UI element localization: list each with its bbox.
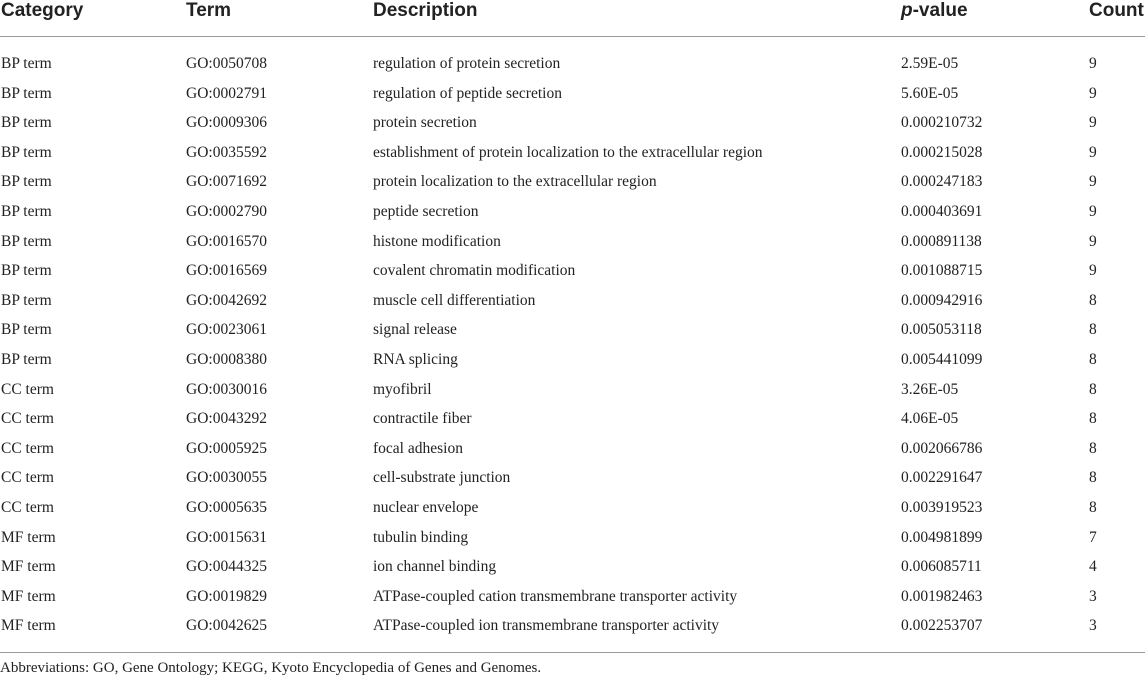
cell-pvalue: 4.06E-05 [901, 410, 959, 428]
table-row [0, 611, 1145, 641]
cell-category: BP term [1, 202, 52, 220]
table-row [0, 345, 1145, 375]
cell-count: 8 [1089, 380, 1097, 398]
cell-category: BP term [1, 350, 52, 368]
table-row [0, 197, 1145, 227]
cell-description: signal release [373, 321, 457, 339]
table-row [0, 256, 1145, 286]
cell-count: 8 [1089, 410, 1097, 428]
cell-pvalue: 0.002066786 [901, 439, 983, 457]
cell-category: CC term [1, 380, 54, 398]
cell-category: BP term [1, 84, 52, 102]
cell-pvalue: 0.000210732 [901, 114, 983, 132]
cell-count: 7 [1089, 528, 1097, 546]
table-row [0, 227, 1145, 257]
cell-count: 9 [1089, 114, 1097, 132]
cell-category: CC term [1, 439, 54, 457]
cell-description: covalent chromatin modification [373, 262, 576, 280]
cell-category: BP term [1, 232, 52, 250]
cell-category: BP term [1, 143, 52, 161]
cell-description: focal adhesion [373, 439, 463, 457]
cell-description: protein localization to the extracellular region [373, 173, 657, 191]
cell-count: 8 [1089, 498, 1097, 516]
cell-category: CC term [1, 410, 54, 428]
header-pvalue [901, 0, 968, 22]
cell-category: CC term [1, 469, 54, 487]
cell-description: nuclear envelope [373, 498, 479, 516]
cell-term: GO:0016570 [186, 232, 267, 250]
cell-description: histone modification [373, 232, 501, 250]
cell-count: 8 [1089, 321, 1097, 339]
table-row [0, 463, 1145, 493]
cell-description: myofibril [373, 380, 432, 398]
cell-description: establishment of protein localization to the extracellular region [373, 143, 763, 161]
cell-category: MF term [1, 587, 56, 605]
cell-category: BP term [1, 114, 52, 132]
cell-count: 9 [1089, 55, 1097, 72]
cell-term: GO:0015631 [186, 528, 267, 546]
cell-category: MF term [1, 558, 56, 576]
cell-count: 9 [1089, 262, 1097, 280]
cell-pvalue: 0.001982463 [901, 587, 983, 605]
cell-category: BP term [1, 262, 52, 280]
cell-pvalue: 0.006085711 [901, 558, 982, 576]
table-row [0, 167, 1145, 197]
cell-pvalue: 0.000247183 [901, 173, 983, 191]
cell-description: regulation of protein secretion [373, 55, 561, 72]
cell-description: tubulin binding [373, 528, 469, 546]
header-category: Category [1, 0, 84, 21]
cell-term: GO:0042625 [186, 617, 267, 635]
cell-category: BP term [1, 291, 52, 309]
cell-term: GO:0023061 [186, 321, 267, 339]
table-row [0, 49, 1145, 79]
cell-pvalue: 0.003919523 [901, 498, 983, 516]
cell-category: MF term [1, 617, 56, 635]
cell-count: 4 [1089, 558, 1097, 576]
cell-description: muscle cell differentiation [373, 291, 536, 309]
table-header [0, 0, 1145, 36]
cell-count: 8 [1089, 291, 1097, 309]
cell-category: BP term [1, 321, 52, 339]
cell-term: GO:0050708 [186, 55, 267, 72]
cell-term: GO:0030016 [186, 380, 267, 398]
cell-pvalue: 0.001088715 [901, 262, 983, 280]
cell-pvalue: 0.000891138 [901, 232, 982, 250]
cell-pvalue: 0.004981899 [901, 528, 983, 546]
cell-count: 8 [1089, 350, 1097, 368]
cell-category: CC term [1, 498, 54, 516]
cell-description: ion channel binding [373, 558, 497, 576]
cell-pvalue: 2.59E-05 [901, 55, 959, 72]
cell-category: BP term [1, 55, 52, 72]
cell-count: 9 [1089, 202, 1097, 220]
cell-term: GO:0005925 [186, 439, 267, 457]
cell-count: 9 [1089, 173, 1097, 191]
cell-term: GO:0071692 [186, 173, 267, 191]
table-row [0, 404, 1145, 434]
cell-term: GO:0019829 [186, 587, 267, 605]
cell-term: GO:0016569 [186, 262, 267, 280]
table-row [0, 375, 1145, 405]
cell-count: 8 [1089, 469, 1097, 487]
table-body [0, 49, 1145, 641]
cell-count: 8 [1089, 439, 1097, 457]
cell-term: GO:0002790 [186, 202, 267, 220]
table-footnote: Abbreviations: GO, Gene Ontology; KEGG, Kyoto Encyclopedia of Genes and Genomes. [0, 660, 542, 676]
table-row [0, 493, 1145, 523]
cell-pvalue: 5.60E-05 [901, 84, 959, 102]
cell-count: 3 [1089, 587, 1097, 605]
cell-pvalue: 0.000403691 [901, 202, 983, 220]
header-count: Count [1089, 0, 1144, 21]
cell-category: BP term [1, 173, 52, 191]
cell-term: GO:0005635 [186, 498, 267, 516]
table-row [0, 315, 1145, 345]
cell-count: 9 [1089, 232, 1097, 250]
header-term: Term [186, 0, 232, 21]
cell-pvalue: 0.000215028 [901, 143, 983, 161]
table-row [0, 552, 1145, 582]
cell-description: ATPase-coupled cation transmembrane transporter activity [373, 587, 738, 605]
cell-term: GO:0008380 [186, 350, 267, 368]
cell-term: GO:0042692 [186, 291, 267, 309]
cell-description: cell-substrate junction [373, 469, 511, 487]
header-description: Description [373, 0, 478, 21]
table-row [0, 138, 1145, 168]
cell-pvalue: 3.26E-05 [901, 380, 959, 398]
cell-term: GO:0009306 [186, 114, 267, 132]
cell-pvalue: 0.002291647 [901, 469, 983, 487]
cell-description: peptide secretion [373, 202, 479, 220]
cell-pvalue: 0.000942916 [901, 291, 983, 309]
cell-description: regulation of peptide secretion [373, 84, 562, 102]
cell-count: 3 [1089, 617, 1097, 635]
header-pvalue-rest: -value [912, 0, 968, 21]
table-row [0, 108, 1145, 138]
cell-count: 9 [1089, 143, 1097, 161]
cell-description: ATPase-coupled ion transmembrane transporter activity [373, 617, 720, 635]
header-pvalue-italic: p [901, 0, 913, 21]
cell-category: MF term [1, 528, 56, 546]
table-row [0, 286, 1145, 316]
cell-count: 9 [1089, 84, 1097, 102]
cell-term: GO:0043292 [186, 410, 267, 428]
bottom-rule [0, 652, 1145, 653]
cell-pvalue: 0.005053118 [901, 321, 982, 339]
cell-term: GO:0030055 [186, 469, 267, 487]
table-row [0, 523, 1145, 553]
cell-description: RNA splicing [373, 350, 458, 368]
table-row [0, 79, 1145, 109]
cell-term: GO:0044325 [186, 558, 267, 576]
cell-description: contractile fiber [373, 410, 472, 428]
cell-term: GO:0002791 [186, 84, 267, 102]
cell-pvalue: 0.005441099 [901, 350, 983, 368]
cell-pvalue: 0.002253707 [901, 617, 983, 635]
cell-term: GO:0035592 [186, 143, 267, 161]
table-row [0, 582, 1145, 612]
header-rule [0, 36, 1145, 37]
cell-description: protein secretion [373, 114, 477, 132]
table-row [0, 434, 1145, 464]
